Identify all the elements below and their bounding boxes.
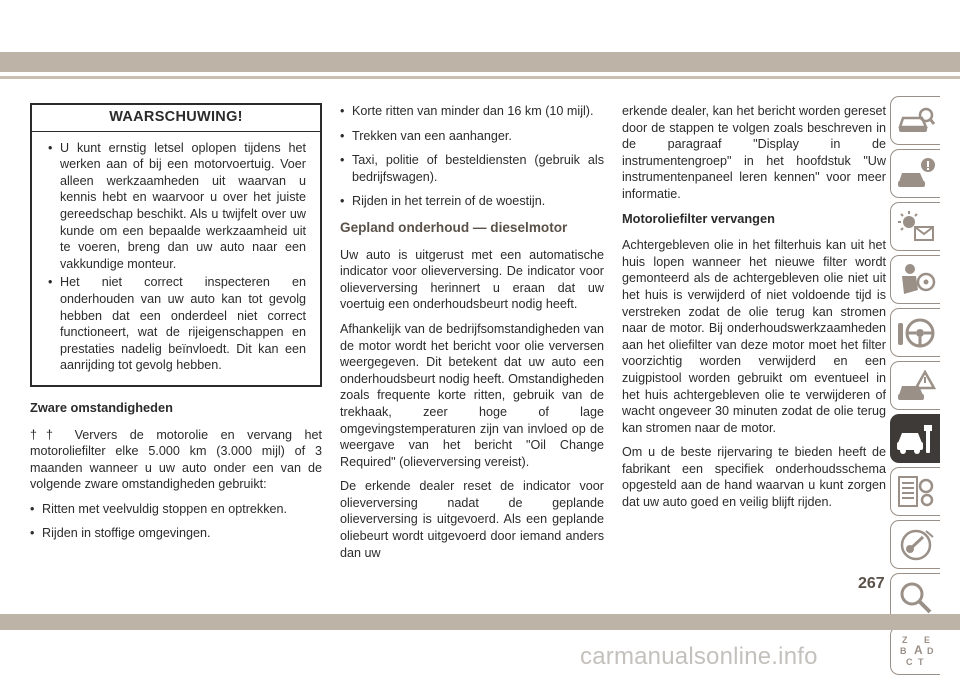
index-search-icon [896,580,936,616]
paragraph: erkende dealer, kan het bericht worden gereset door de stappen te volgen zoals beschreven in de paragraaf "Display in de instrumentengroep" in het hoofdstuk "Uw instrumentenpaneel leren kennen" voor meer informatie. [622,104,886,201]
list-item: • Korte ritten van minder dan 16 km (10 mijl). [340,103,604,120]
list-item: • Rijden in stoffige omgevingen. [30,525,322,542]
heavy-conditions-intro: †† Ververs de motorolie en vervang het motoroliefilter elke 5.000 km (3.000 mijl) of 3 maanden wanneer u uw auto onder een van de volgende zware omstandigheden gebruikt: [30,427,322,492]
tab-safety[interactable] [890,255,940,304]
top-divider-line [0,76,960,79]
index-letter: E [923,634,930,645]
list-item: • Ritten met veelvuldig stoppen en optrekken. [30,501,322,518]
page-number: 267 [858,575,885,592]
paragraph: Uw auto is uitgerust met een automatische indicator voor olieverversing. De indicator voor olieverversing herinnert u eraan dat uw voertuig een onderhoudsbeurt nodig heeft. [340,247,604,312]
conditions-list [30,501,322,542]
tab-getting-to-know-vehicle[interactable] [890,96,940,145]
warning-item: • Het niet correct inspecteren en onderhouden van uw auto kan tot gevolg hebben dat een onderdeel niet correct functioneert, wat de rijeigenschappen en prestaties nadelig beïnvloedt. Dit kan een aanrijding tot gevolg hebben. [48,274,306,374]
tab-starting-and-driving[interactable] [890,308,940,357]
specifications-icon [896,474,936,510]
list-item: • Taxi, politie of besteldiensten (gebruik als bedrijfswagen). [340,152,604,185]
bottom-color-band [0,614,960,630]
list-item: • Rijden in het terrein of de woestijn. [340,193,604,210]
column-3 [622,103,886,519]
warning-lights-icon [896,209,936,245]
tab-instrument-panel[interactable] [890,149,940,198]
heavy-conditions-heading: Zware omstandigheden [30,399,173,415]
oil-filter-heading: Motoroliefilter vervangen [622,210,775,226]
column-1 [30,103,322,550]
warning-title: WAARSCHUWING! [32,105,320,132]
index-letter: A [913,642,923,657]
warning-list [32,140,320,374]
index-letter: C [905,656,912,667]
tab-in-case-of-emergency[interactable] [890,361,940,410]
car-maintenance-icon [896,421,936,457]
steering-wheel-icon [896,315,936,351]
car-info-icon [896,156,936,192]
paragraph: Afhankelijk van de bedrijfsomstandigheden van de motor wordt het bericht voor olie verversen weergegeven. Dit betekent dat uw auto een onderhoudsbeurt nodig heeft. Omstandigheden zoals frequente korte ritten, gebruik van de trekhaak, zeer hoge of lage omgevingstemperaturen zijn van invloed op de weergave van het bericht "Oil Change Required" (olieverversing vereist). [340,321,604,469]
diesel-maintenance-title: Gepland onderhoud — dieselmotor [340,219,568,235]
car-search-icon [896,103,936,139]
roadside-warning-icon [896,368,936,404]
tab-warning-lights[interactable] [890,202,940,251]
airbag-safety-icon [896,262,936,298]
warning-box [30,103,322,387]
paragraph: De erkende dealer reset de indicator voor olieverversing nadat de geplande olieverversing is uitgevoerd. Als een geplande oliebeurt wordt uitgevoerd door iemand anders dan uw [340,479,604,560]
paragraph: Achtergebleven olie in het filterhuis kan uit het huis lopen wanneer het nieuwe filter wordt gemonteerd als de achtergebleven olie niet uit het huis is verwijderd of niet voldoende tijd is verstreken zodat de olie terug kan stromen naar de motor. Bij onderhoudswerkzaamheden aan het oliefilter van deze motor moet het filter voorzichtig worden verwijderd en een zuigpistool worden gebruikt om eventueel in het huis achtergebleven olie te verwijderen of wacht ongeveer 30 minuten zodat de olie terug kan stromen naar de motor. [622,238,886,435]
watermark: carmanualsonline.info [580,643,818,670]
paragraph: Om u de beste rijervaring te bieden heeft de fabrikant een specifiek onderhoudsschema opgesteld aan de hand waarvan u kunt zorgen dat uw auto goed en veilig blijft rijden. [622,445,886,510]
conditions-list-continued [340,103,604,210]
list-item: • Trekken van een aanhanger. [340,128,604,145]
multimedia-icon [896,527,936,563]
tab-multimedia[interactable] [890,520,940,569]
index-letter: Z [901,634,907,645]
index-letter: T [917,656,923,667]
alphabet-index-icon [896,633,936,669]
tab-technical-specifications[interactable] [890,467,940,516]
tab-alphabetical-index[interactable] [890,626,940,675]
column-2 [340,103,604,569]
top-color-band [0,52,960,72]
warning-item: • U kunt ernstig letsel oplopen tijdens het werken aan of bij een motorvoertuig. Voer alleen werkzaamheden uit waarvan u kennis hebt en waarvoor u over het juiste gereedschap beschikt. Als u twijfelt over uw kunde om een bepaalde werkzaamheid uit te voeren, breng dan uw auto naar een vakkundige monteur. [48,140,306,273]
index-letter: D [926,645,933,656]
chapter-tabs [890,96,940,679]
index-letter: B [899,645,906,656]
tab-servicing-and-maintenance[interactable] [890,414,940,463]
